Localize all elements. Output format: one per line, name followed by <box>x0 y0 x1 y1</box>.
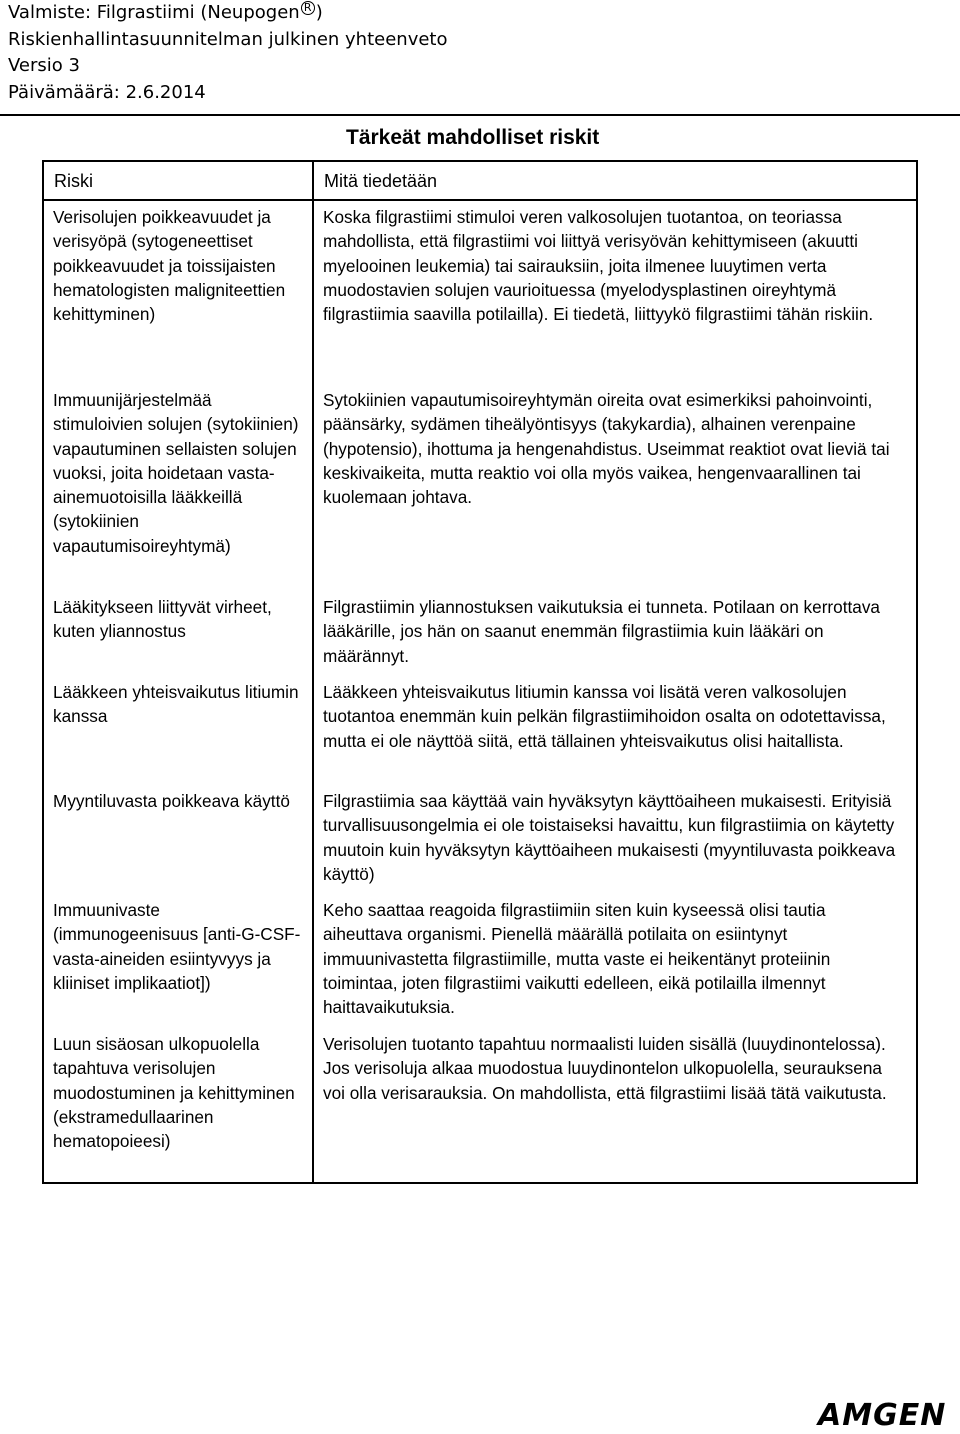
header-row-divider-right <box>314 199 918 201</box>
section-title: Tärkeät mahdolliset riskit <box>346 126 600 149</box>
registered-mark-icon: R <box>301 1 315 15</box>
info-cell: Verisolujen tuotanto tapahtuu normaalisti luiden sisällä (luuydinontelossa). Jos verisoluja alkaa muodostua luuydinontelon ulkopuolella, seurauksena voi olla verisarauksia. On mahdollista, että filgrastiimi lisää tätä vaikutusta. <box>323 1034 887 1103</box>
product-suffix: ) <box>315 2 323 23</box>
document-header <box>8 0 448 106</box>
column-divider <box>312 162 314 1182</box>
info-cell: Koska filgrastiimi stimuloi veren valkosolujen tuotantoa, on teoriassa mahdollista, että filgrastiimi voi liittyä verisyövän kehittymiseen (akuutti myelooinen leukemia) tai sairauksiin, joita ilmenee luuytimen verta muodostavien solujen vaurioituessa (myelodysplastinen oireyhtymä filgrastiimia saavilla potilailla). Ei tiedetä, liittyykö filgrastiimi tähän riskiin. <box>323 207 874 325</box>
document-subtitle: Riskienhallintasuunnitelman julkinen yhteenveto <box>8 28 448 50</box>
product-name: Valmiste: Filgrastiimi (Neupogen <box>8 2 300 23</box>
version-line: Versio 3 <box>8 55 80 76</box>
product-line <box>8 0 448 27</box>
column-header-risk: Riski <box>54 171 93 191</box>
risk-cell: Verisolujen poikkeavuudet ja verisyöpä (sytogeneettiset poikkeavuudet ja toissijaisten hematologisten maligniteettien kehittyminen) <box>53 207 286 325</box>
header-row-divider-left <box>44 199 312 201</box>
risk-cell: Luun sisäosan ulkopuolella tapahtuva verisolujen muodostuminen ja kehittyminen (ekstramedullaarinen hematopoieesi) <box>53 1034 295 1152</box>
risk-cell: Immuunivaste (immunogeenisuus [anti-G-CSF-vasta-aineiden esiintyvyys ja kliiniset implikaatiot]) <box>53 900 301 993</box>
date-line: Päivämäärä: 2.6.2014 <box>8 81 206 103</box>
info-cell: Lääkkeen yhteisvaikutus litiumin kanssa voi lisätä veren valkosolujen tuotantoa enemmän kuin pelkän filgrastiimihoidon osalta on odotettavissa, mutta ei ole näyttöä siitä, että tällainen yhteisvaikutus olisi haitallista. <box>323 682 886 751</box>
header-divider <box>0 114 960 116</box>
risk-cell: Lääkkeen yhteisvaikutus litiumin kanssa <box>53 682 299 727</box>
column-header-info: Mitä tiedetään <box>324 171 438 191</box>
info-cell: Filgrastiimia saa käyttää vain hyväksytyn käyttöaiheen mukaisesti. Erityisiä turvallisuusongelmia ei ole toistaiseksi havaittu, kun filgrastiimia on käytetty muutoin kuin hyväksytyn käyttöaiheen mukaisesti (myyntiluvasta poikkeava käyttö) <box>323 791 896 884</box>
risk-cell: Immuunijärjestelmää stimuloivien solujen (sytokiinien) vapautuminen sellaisten solujen vuoksi, joita hoidetaan vasta-ainemuotoisilla lääkkeillä (sytokiinien vapautumisoireyhtymä) <box>53 390 299 556</box>
risk-cell: Lääkitykseen liittyvät virheet, kuten yliannostus <box>53 597 272 642</box>
info-cell: Keho saattaa reagoida filgrastiimiin siten kuin kyseessä olisi tautia aiheuttava organismi. Pienellä määrällä potilaita on esiintynyt immuunivastetta filgrastiimille, mutta vaste ei heikentänyt proteiinin toimintaa, joten filgrastiimi vaikutti edelleen, eikä potilailla ilmennyt haittavaikutuksia. <box>323 900 831 1018</box>
risk-cell: Myyntiluvasta poikkeava käyttö <box>53 791 290 811</box>
info-cell: Filgrastiimin yliannostuksen vaikutuksia ei tunneta. Potilaan on kerrottava lääkärille, jos hän on saanut enemmän filgrastiimia kuin lääkäri on määrännyt. <box>323 597 880 666</box>
info-cell: Sytokiinien vapautumisoireyhtymän oireita ovat esimerkiksi pahoinvointi, päänsärky, sydämen tiheälyöntisyys (takykardia), alhainen verenpaine (hypotensio), ihottuma ja hengenahdistus. Useimmat reaktiot ovat lieviä tai keskivaikeita, mutta reaktio voi olla myös vaikea, hengenvaarallinen tai kuolemaan johtava. <box>323 390 890 508</box>
amgen-logo: AMGEN <box>818 1398 947 1433</box>
